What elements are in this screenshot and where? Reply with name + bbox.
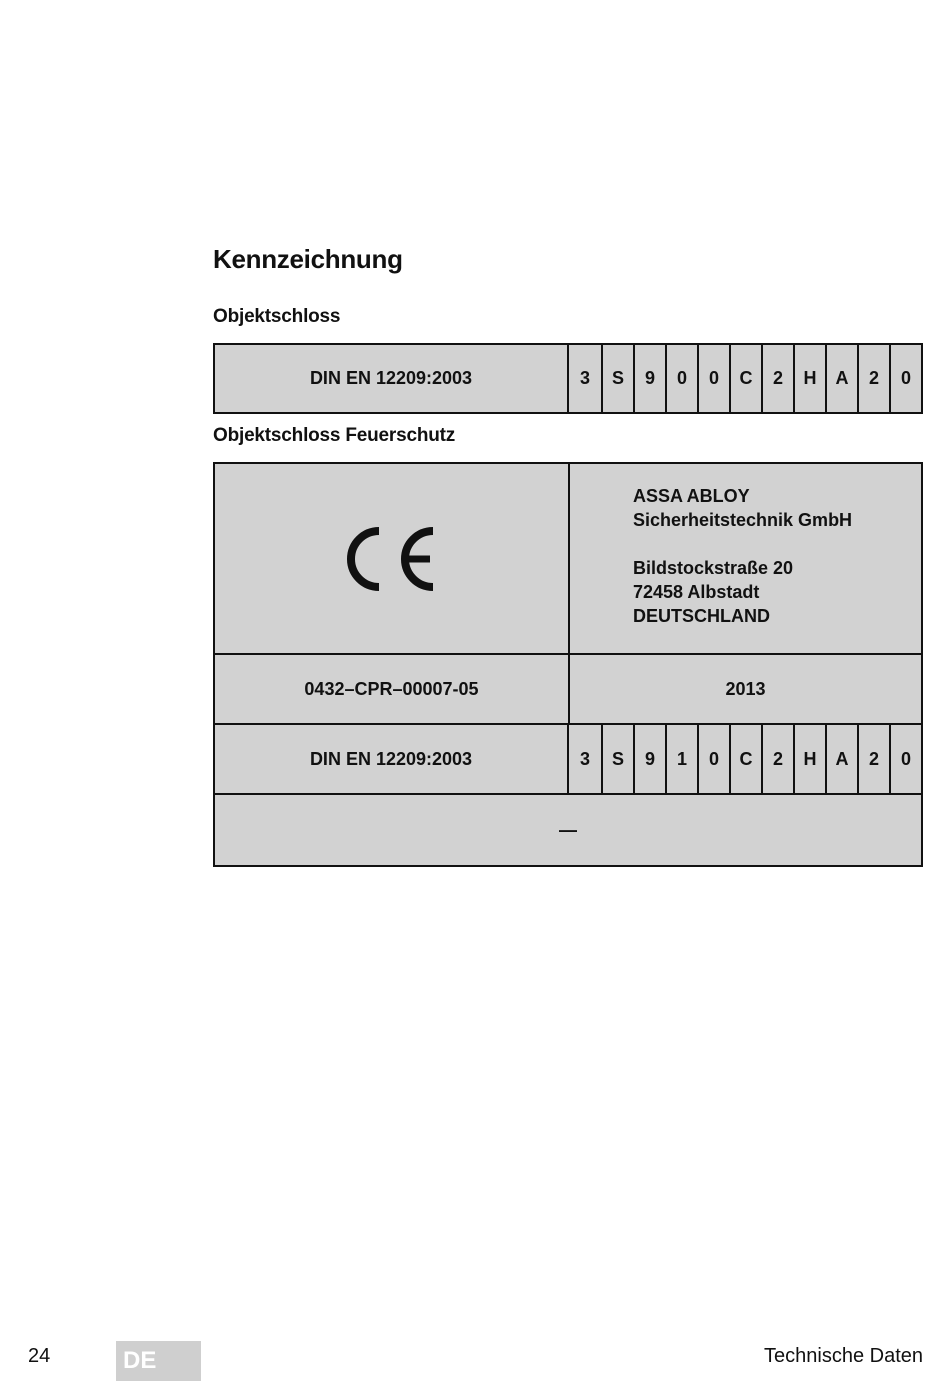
address-line: Sicherheitstechnik GmbH (633, 510, 853, 530)
code-cell: H (793, 725, 825, 793)
code-cell: 9 (633, 345, 665, 412)
ce-mark-cell (215, 464, 570, 653)
code-cell: 9 (633, 725, 665, 793)
table-row (215, 464, 921, 655)
marking-table-objektschloss (213, 343, 923, 414)
classification-code (569, 725, 921, 793)
code-cell: 3 (579, 748, 590, 769)
standard-cell: DIN EN 12209:2003 (215, 725, 569, 793)
manufacturer-address (570, 464, 921, 653)
code-cell: 0 (889, 725, 921, 793)
code-cell: 0 (697, 725, 729, 793)
address-line: 72458 Albstadt (633, 582, 760, 602)
code-cell: S (601, 725, 633, 793)
code-cell: 0 (697, 345, 729, 412)
code-cell: 2 (761, 345, 793, 412)
table-row (215, 655, 921, 725)
code-cell: 2 (857, 345, 889, 412)
certificate-number: 0432–CPR–00007-05 (215, 655, 570, 723)
section-title-feuerschutz: Objektschloss Feuerschutz (213, 425, 456, 446)
language-badge: DE (116, 1341, 201, 1381)
classification-code (569, 345, 921, 412)
code-cell: C (729, 725, 761, 793)
marking-table-feuerschutz (213, 462, 923, 867)
page-number: 24 (28, 1345, 51, 1367)
ce-mark-icon (346, 526, 438, 592)
footer-section-title: Technische Daten (764, 1345, 923, 1367)
table-row (215, 725, 921, 795)
code-cell: A (825, 725, 857, 793)
note-cell: — (559, 819, 577, 840)
code-cell: 2 (857, 725, 889, 793)
address-line: DEUTSCHLAND (633, 606, 770, 626)
address-line: Bildstockstraße 20 (633, 558, 794, 578)
code-cell: 2 (761, 725, 793, 793)
code-cell: C (729, 345, 761, 412)
code-cell: 0 (665, 345, 697, 412)
code-cell: 3 (579, 368, 590, 388)
code-cell: A (825, 345, 857, 412)
address-line: ASSA ABLOY (633, 486, 750, 506)
address-line (633, 532, 852, 556)
year-cell: 2013 (725, 678, 766, 699)
page-title: Kennzeichnung (213, 244, 403, 274)
code-cell: H (793, 345, 825, 412)
table-row (215, 795, 921, 865)
code-cell: 1 (665, 725, 697, 793)
code-cell: 0 (889, 345, 921, 412)
section-title-objektschloss: Objektschloss (213, 306, 341, 327)
standard-cell: DIN EN 12209:2003 (215, 345, 569, 412)
code-cell: S (601, 345, 633, 412)
